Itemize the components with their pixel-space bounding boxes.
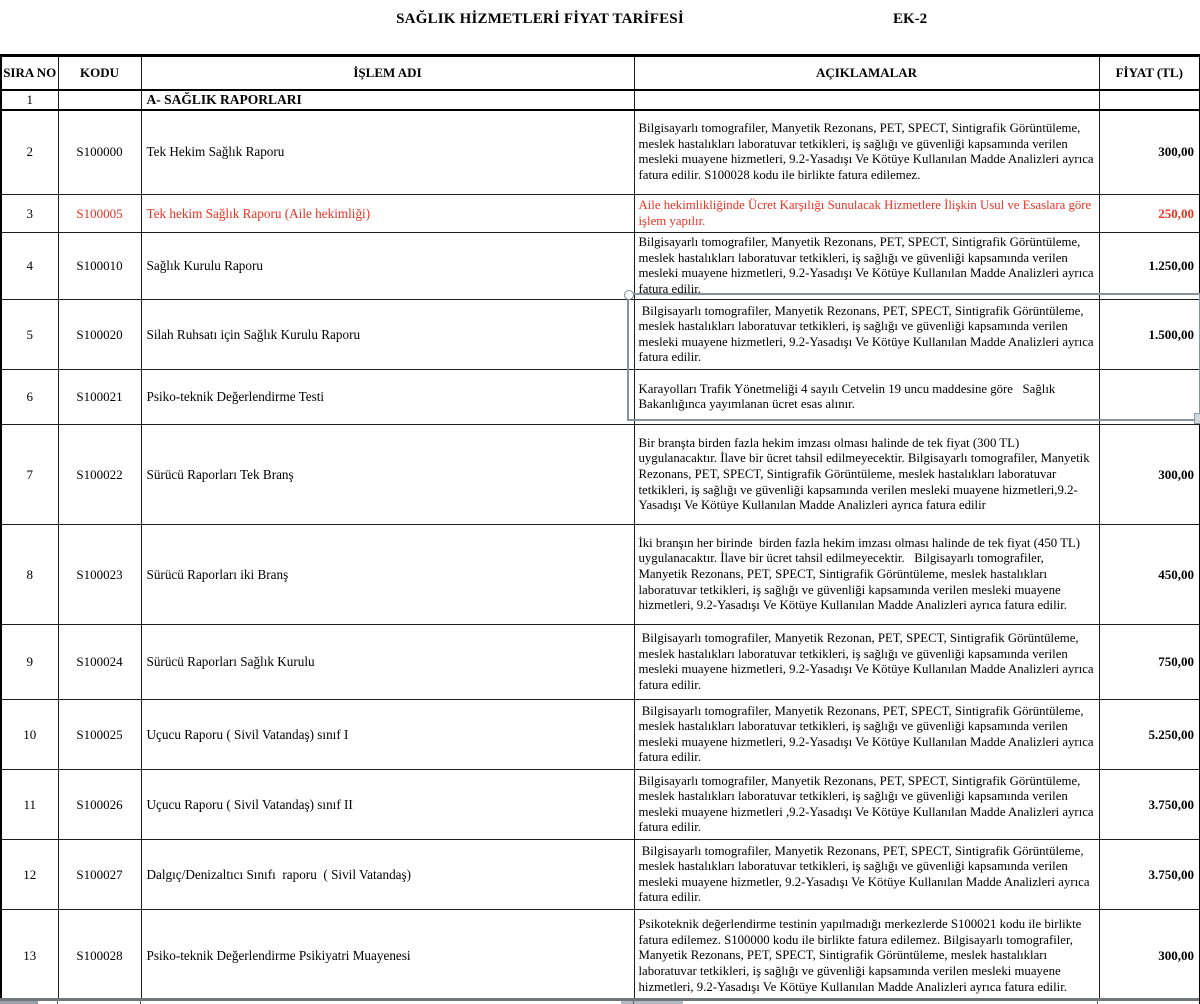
row-no-cell: 5 (1, 300, 58, 370)
row-price-cell: 300,00 (1099, 425, 1200, 525)
tariff-table (0, 54, 1200, 1004)
col-header-kodu: KODU (58, 56, 141, 90)
table-row (1, 840, 1200, 910)
selection-handle-top-left[interactable] (624, 290, 634, 300)
row-desc-cell: Bilgisayarlı tomografiler, Manyetik Rezonans, PET, SPECT, Sintigrafik Görüntüleme, meslek hastalıkları laboratuvar tetkikleri, iş sağlığı ve güvenliği kapsamında verilen mesleki muayene hizmetler, 9.2-Yasadışı Ve Kötüye Kullanılan Madde Analizleri ayrıca fatura edilir. (634, 840, 1099, 910)
row-code-cell: S100025 (58, 700, 141, 770)
row-desc-cell: Bilgisayarlı tomografiler, Manyetik Rezonans, PET, SPECT, Sintigrafik Görüntüleme, meslek hastalıkları laboratuvar tetkikleri, iş sağlığı ve güvenliği kapsamında verilen mesleki muayene hizmetleri, 9.2-Yasadışı Ve Kötüye Kullanılan Madde Analizleri ayrıca fatura edilir. (634, 233, 1099, 300)
row-price-cell: 750,00 (1099, 625, 1200, 700)
col-header-aciklamalar: AÇIKLAMALAR (634, 56, 1099, 90)
row-name-cell: Sağlık Kurulu Raporu (141, 233, 634, 300)
table-body (1, 90, 1200, 1003)
page-title: SAĞLIK HİZMETLERİ FİYAT TARİFESİ (396, 11, 684, 27)
row-price-cell: 450,00 (1099, 525, 1200, 625)
row-desc-cell: Bilgisayarlı tomografiler, Manyetik Rezonans, PET, SPECT, Sintigrafik Görüntüleme, meslek hastalıkları laboratuvar tetkikleri, iş sağlığı ve güvenliği kapsamında verilen mesleki muayene hizmetleri ,9.2-Yasadışı Ve Kötüye Kullanılan Madde Analizleri ayrıca fatura edilir. (634, 770, 1099, 840)
row-no-cell: 13 (1, 910, 58, 1003)
row-price-cell: 1.250,00 (1099, 233, 1200, 300)
row-code-cell: S100028 (58, 910, 141, 1003)
row-code-cell: S100010 (58, 233, 141, 300)
row-no-cell: 4 (1, 233, 58, 300)
row-name-cell: Sürücü Raporları Tek Branş (141, 425, 634, 525)
row-no-cell: 12 (1, 840, 58, 910)
row-desc-cell: Bilgisayarlı tomografiler, Manyetik Rezonans, PET, SPECT, Sintigrafik Görüntüleme, meslek hastalıkları laboratuvar tetkikleri, iş sağlığı ve güvenliği kapsamında verilen mesleki muayene hizmetleri, 9.2-Yasadışı Ve Kötüye Kullanılan Madde Analizleri ayrıca fatura edilir. (634, 300, 1099, 370)
row-code-cell: S100024 (58, 625, 141, 700)
row-desc-cell: Bilgisayarlı tomografiler, Manyetik Rezonans, PET, SPECT, Sintigrafik Görüntüleme, meslek hastalıkları laboratuvar tetkikleri, iş sağlığı ve güvenliği kapsamında verilen mesleki muayene hizmetleri, 9.2-Yasadışı Ve Kötüye Kullanılan Madde Analizleri ayrıca fatura edilir. S100028 kodu ile birlikte fatura edilemez. (634, 110, 1099, 195)
table-row (1, 910, 1200, 1003)
row-code-cell: S100005 (58, 195, 141, 233)
table-row (1, 90, 1200, 110)
row-no-cell: 6 (1, 370, 58, 425)
row-price-cell: 300,00 (1099, 910, 1200, 1003)
table-row (1, 770, 1200, 840)
row-desc-cell: İki branşın her birinde birden fazla hekim imzası olması halinde de tek fiyat (450 TL) uygulanacaktır. İlave bir ücret tahsil edilmeyecektir. Bilgisayarlı tomografiler, Manyetik Rezonans, PET, SPECT, Sintigrafik Görüntüleme, meslek hastalıkları laboratuvar tetkikleri, iş sağlığı ve güvenliği kapsamında verilen mesleki muayene hizmetleri, 9.2-Yasadışı Ve Kötüye Kullanılan Madde Analizleri ayrıca fatura edilir. (634, 525, 1099, 625)
row-desc-cell: Bir branşta birden fazla hekim imzası olması halinde de tek fiyat (300 TL) uygulanacaktır. İlave bir ücret tahsil edilmeyecektir. Bilgisayarlı tomografiler, Manyetik Rezonans, PET, SPECT, Sintigrafik Görüntüleme, meslek hastalıkları laboratuvar tetkikleri, iş sağlığı ve güvenliği kapsamında verilen mesleki muayene hizmetleri,9.2-Yasadışı Ve Kötüye Kullanılan Madde Analizleri ayrıca fatura edilir (634, 425, 1099, 525)
row-name-cell: Dalgıç/Denizaltıcı Sınıfı raporu ( Sivil Vatandaş) (141, 840, 634, 910)
row-no-cell: 3 (1, 195, 58, 233)
col-header-sira-no: SIRA NO (1, 56, 58, 90)
col-header-fiyat: FİYAT (TL) (1099, 56, 1200, 90)
table-row (1, 525, 1200, 625)
row-name-cell: Uçucu Raporu ( Sivil Vatandaş) sınıf II (141, 770, 634, 840)
row-price-cell: 3.750,00 (1099, 770, 1200, 840)
row-name-cell: A- SAĞLIK RAPORLARI (141, 90, 634, 110)
row-price-cell: 250,00 (1099, 195, 1200, 233)
row-price-cell: 300,00 (1099, 110, 1200, 195)
col-header-islem-adi: İŞLEM ADI (141, 56, 634, 90)
row-code-cell: S100000 (58, 110, 141, 195)
row-name-cell: Psiko-teknik Değerlendirme Psikiyatri Muayenesi (141, 910, 634, 1003)
table-row (1, 110, 1200, 195)
row-desc-cell: Karayolları Trafik Yönetmeliği 4 sayılı Cetvelin 19 uncu maddesine göre Sağlık Bakanlığınca yayımlanan ücret esas alınır. (634, 370, 1099, 425)
row-name-cell: Tek Hekim Sağlık Raporu (141, 110, 634, 195)
table-row (1, 233, 1200, 300)
selection-handle-bottom-right[interactable] (1194, 413, 1200, 424)
row-code-cell: S100020 (58, 300, 141, 370)
row-price-cell (1099, 90, 1200, 110)
row-desc-cell: Bilgisayarlı tomografiler, Manyetik Rezonans, PET, SPECT, Sintigrafik Görüntüleme, meslek hastalıkları laboratuvar tetkikleri, iş sağlığı ve güvenliği kapsamında verilen mesleki muayene hizmetleri, 9.2-Yasadışı Ve Kötüye Kullanılan Madde Analizleri ayrıca fatura edilir. (634, 700, 1099, 770)
row-name-cell: Uçucu Raporu ( Sivil Vatandaş) sınıf I (141, 700, 634, 770)
row-price-cell: 3.750,00 (1099, 840, 1200, 910)
row-name-cell: Sürücü Raporları iki Branş (141, 525, 634, 625)
row-name-cell: Silah Ruhsatı için Sağlık Kurulu Raporu (141, 300, 634, 370)
row-code-cell: S100022 (58, 425, 141, 525)
row-no-cell: 2 (1, 110, 58, 195)
row-desc-cell (634, 90, 1099, 110)
row-desc-cell: Aile hekimlikliğinde Ücret Karşılığı Sunulacak Hizmetlere İlişkin Usul ve Esaslara göre işlem yapılır. (634, 195, 1099, 233)
table-row (1, 425, 1200, 525)
annex-label: EK-2 (893, 11, 928, 27)
table-row (1, 195, 1200, 233)
row-no-cell: 7 (1, 425, 58, 525)
row-price-cell: 1.500,00 (1099, 300, 1200, 370)
selection-box[interactable] (627, 293, 1200, 421)
row-no-cell: 10 (1, 700, 58, 770)
row-no-cell: 9 (1, 625, 58, 700)
row-desc-cell: Bilgisayarlı tomografiler, Manyetik Rezonan, PET, SPECT, Sintigrafik Görüntüleme, meslek hastalıkları laboratuvar tetkikleri, iş sağlığı ve güvenliği kapsamında verilen mesleki muayene hizmetleri, 9.2-Yasadışı Ve Kötüye Kullanılan Madde Analizleri ayrıca fatura edilir. (634, 625, 1099, 700)
row-name-cell: Psiko-teknik Değerlendirme Testi (141, 370, 634, 425)
row-code-cell: S100027 (58, 840, 141, 910)
row-no-cell: 11 (1, 770, 58, 840)
next-row-fragment (0, 998, 1199, 1004)
row-no-cell: 1 (1, 90, 58, 110)
row-name-cell: Tek hekim Sağlık Raporu (Aile hekimliği) (141, 195, 634, 233)
row-price-cell: 5.250,00 (1099, 700, 1200, 770)
row-desc-cell: Psikoteknik değerlendirme testinin yapılmadığı merkezlerde S100021 kodu ile birlikte fatura edilemez. S100000 kodu ile birlikte fatura edilemez. Bilgisayarlı tomografiler, Manyetik Rezonans, PET, SPECT, Sintigrafik Görüntüleme, meslek hastalıkları laboratuvar tetkikleri, iş sağlığı ve güvenliği kapsamında verilen mesleki muayene hizmetleri, 9.2-Yasadışı Ve Kötüye Kullanılan Madde Analizleri ayrıca fatura edilir. (634, 910, 1099, 1003)
row-name-cell: Sürücü Raporları Sağlık Kurulu (141, 625, 634, 700)
table-row (1, 625, 1200, 700)
row-code-cell (58, 90, 141, 110)
row-code-cell: S100021 (58, 370, 141, 425)
row-code-cell: S100026 (58, 770, 141, 840)
table-row (1, 700, 1200, 770)
table-header (1, 56, 1200, 90)
row-code-cell: S100023 (58, 525, 141, 625)
row-no-cell: 8 (1, 525, 58, 625)
